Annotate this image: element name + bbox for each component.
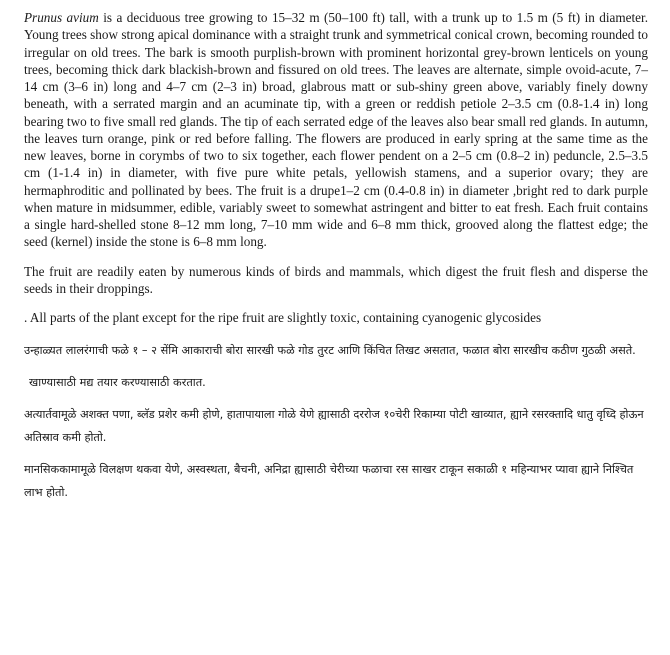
marathi-notes: [24, 339, 648, 504]
description-text: is a deciduous tree growing to 15–32 m (50–100 ft) tall, with a trunk up to 1.5 m (5 ft) in diameter. Young trees show strong apical dominance with a straight trunk and symmetrical conical crown, becoming rounded to irregular on old trees. The bark is smooth purplish-brown with prominent horizontal grey-brown lenticels on young trees, becoming thick dark blackish-brown and fissured on old trees. The leaves are alternate, simple ovoid-acute, 7–14 cm (3–6 in) long and 4–7 cm (2–3 in) broad, glabrous matt or sub-shiny green above, variably finely downy beneath, with a serrated margin and an acuminate tip, with a green or reddish petiole 2–3.5 cm (0.8-1.4 in) long bearing two to five small red glands. The tip of each serrated edge of the leaves also bear small red glands. In autumn, the leaves turn orange, pink or red before falling. The flowers are produced in early spring at the same time as the new leaves, borne in corymbs of two to six together, each flower pendent on a 2–5 cm (0.8–2 in) peduncle, 2.5–3.5 cm (1-1.4 in) in diameter, with five pure white petals, yellowish stamens, and a superior ovary; they are hermaphroditic and pollinated by bees. The fruit is a drupe1–2 cm (0.4-0.8 in) in diameter ,bright red to dark purple when mature in midsummer, edible, variably sweet to somewhat astringent and bitter to eat fresh. Each fruit contains a single hard-shelled stone 8–12 mm long, 7–10 mm wide and 6–8 mm thick, grooved along the flattest edge; the seed (kernel) inside the stone is 6–8 mm long.: [24, 10, 648, 250]
marathi-fruit-paragraph: उन्हाळ्यत लालरंगाची फळे १ – २ सेंमि आकाराची बोरा सारखी फळे गोड तुरट आणि किंचित तिखट असतात, फळात बोरा सारखीच कठीण गुठळी असते.: [24, 344, 636, 358]
description-paragraph: [24, 9, 648, 251]
marathi-fatigue-paragraph: मानसिककामामूळे विलक्षण थकवा येणे, अस्वस्थता, बैचनी, अनिद्रा ह्यासाठी चेरीच्या फळाचा रस साखर टाकून सकाळी १ महिन्याभर प्यावा ह्याने निश्चित लाभ होतो.: [24, 463, 634, 500]
seed-dispersal-paragraph: The fruit are readily eaten by numerous kinds of birds and mammals, which digest the fruit flesh and disperse the seeds in their droppings.: [24, 263, 648, 296]
marathi-use-paragraph: खाण्यासाठी मद्य तयार करण्यासाठी करतात.: [29, 376, 206, 390]
species-name: Prunus avium: [24, 10, 99, 25]
toxicity-paragraph: . All parts of the plant except for the ripe fruit are slightly toxic, containing cyanogenic glycosides: [24, 310, 542, 325]
marathi-remedy-paragraph: अत्यार्तवामूळे अशक्त पणा, ब्लॅड प्रशेर कमी होणे, हातापायाला गोळे येणे ह्यासाठी दररोज १०चेरी रिकाम्या पोटी खाव्यात, ह्याने रसरक्तादि धातु वृध्दि होऊन अतिस्राव कमी होतो.: [24, 408, 644, 445]
document-page: [24, 9, 648, 504]
